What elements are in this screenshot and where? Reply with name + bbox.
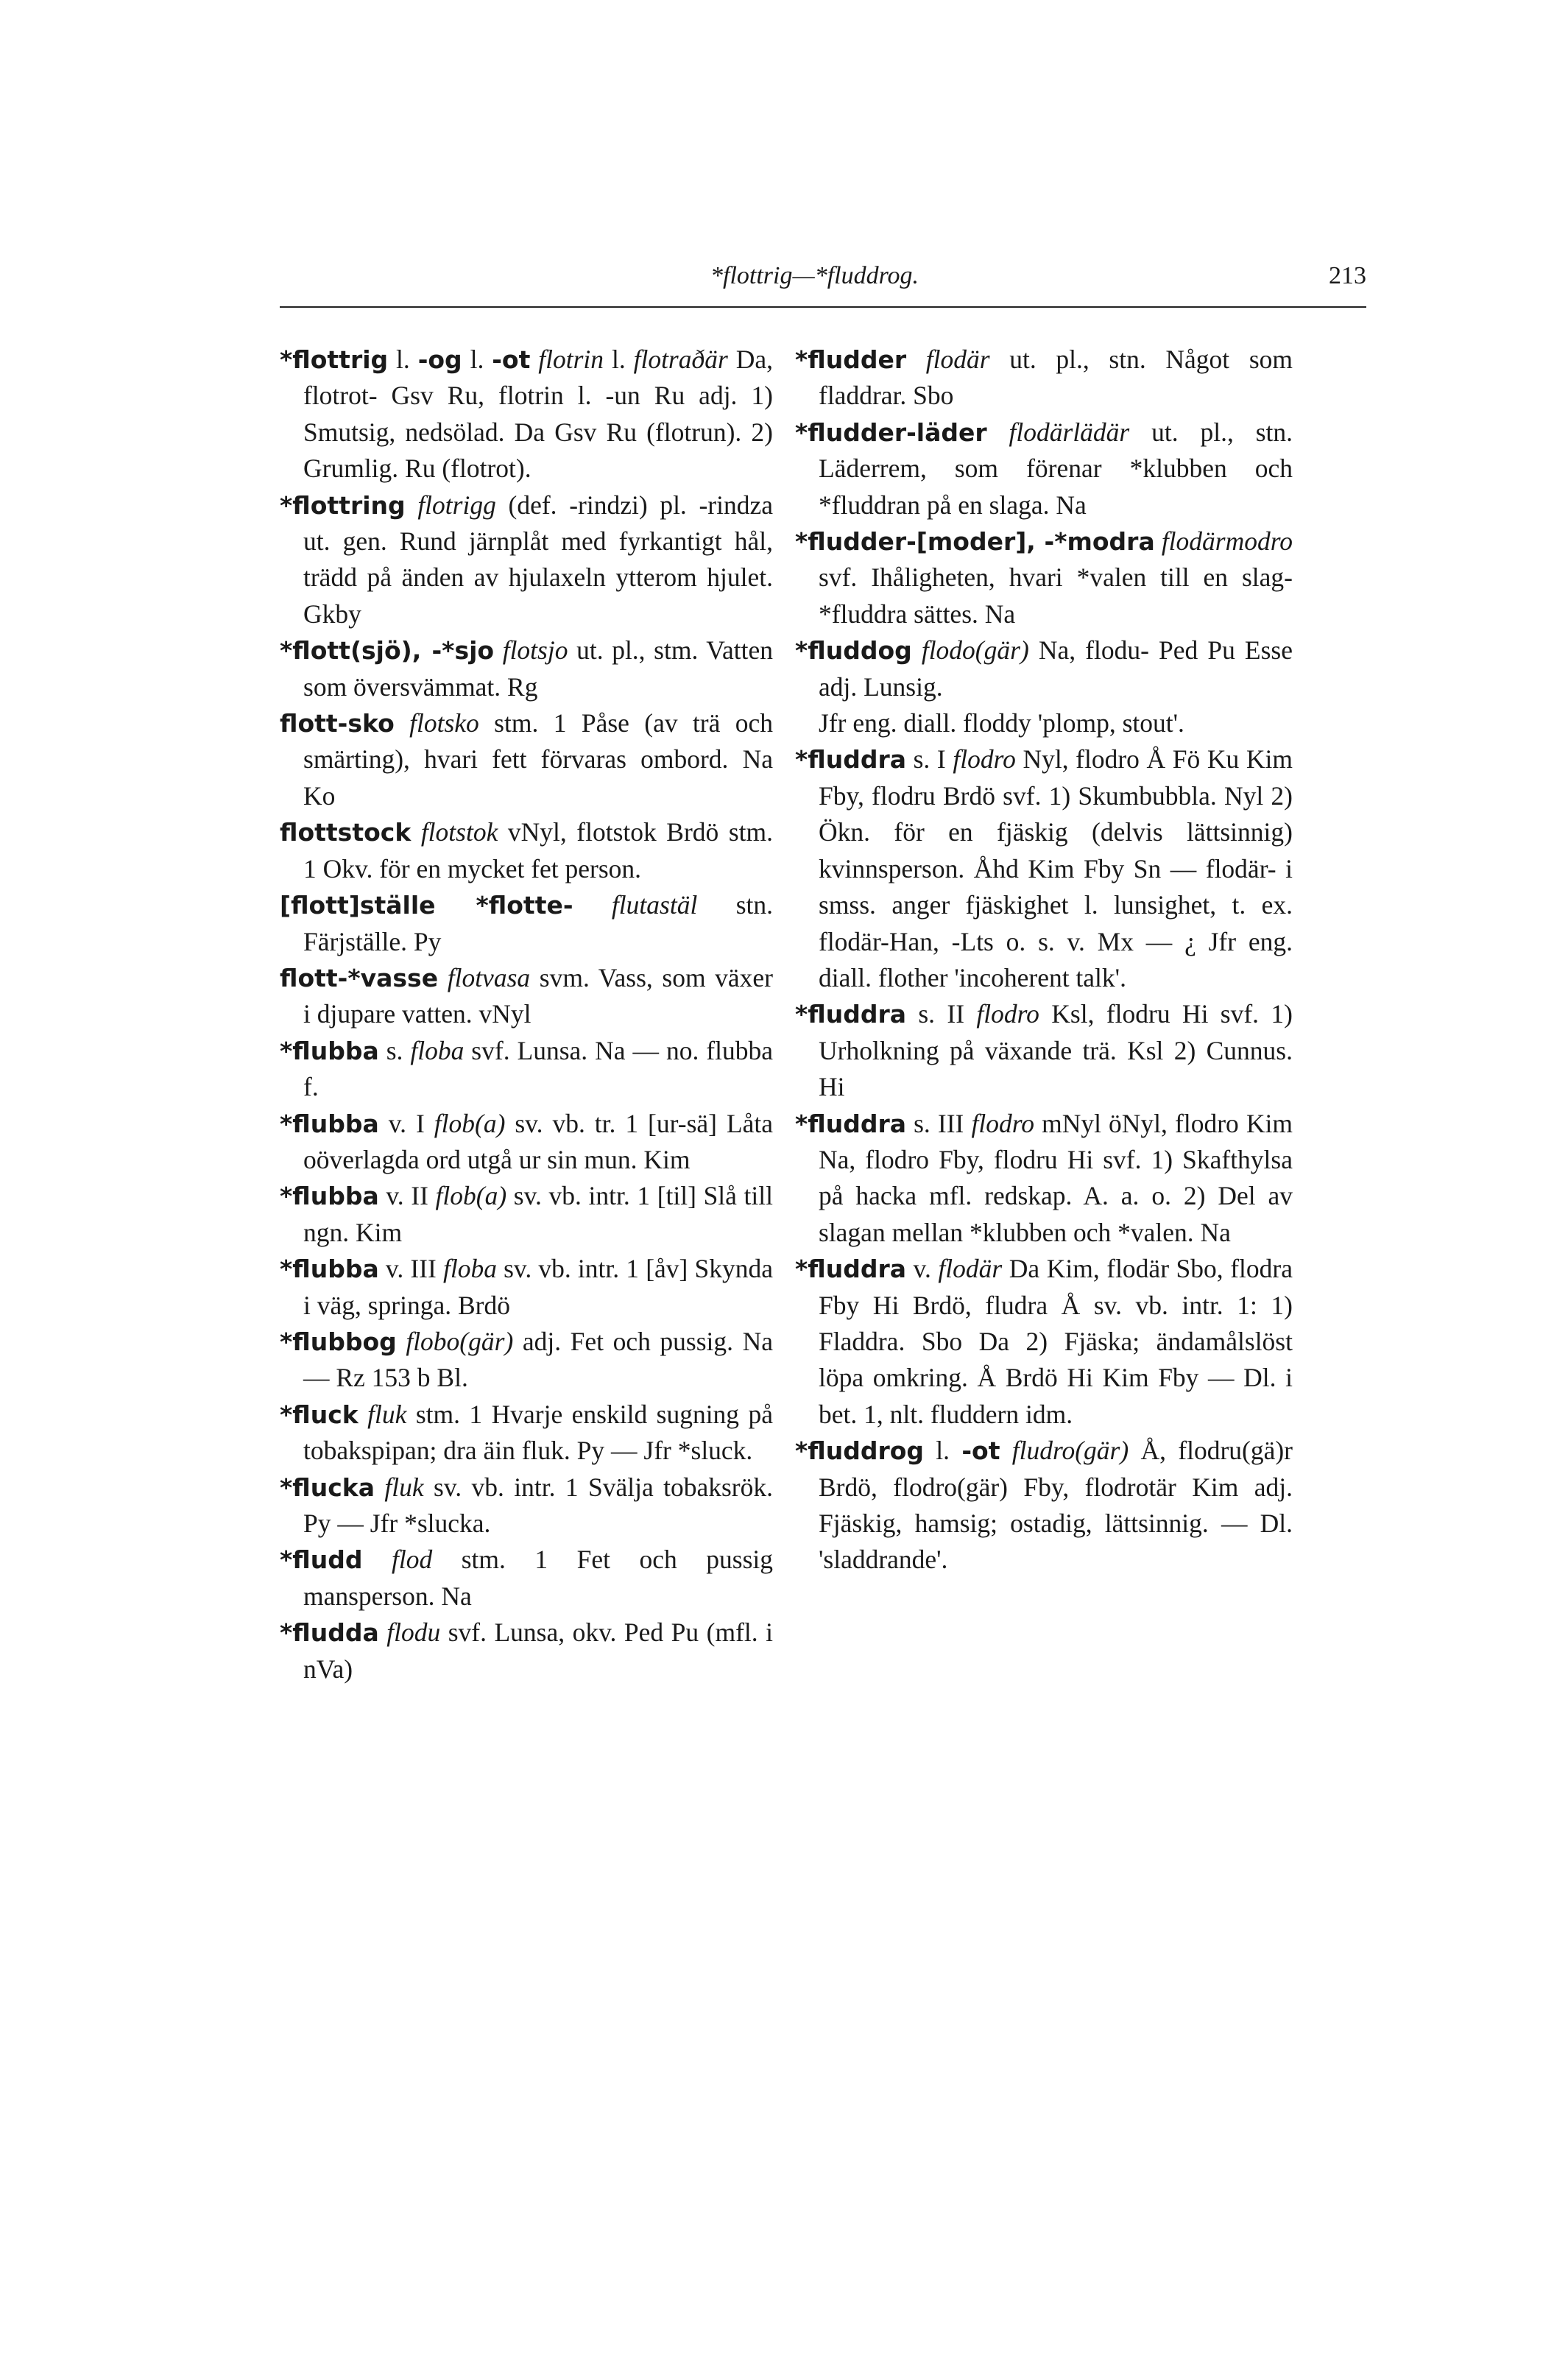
dictionary-entry	[280, 1106, 773, 1179]
entry-dialect-form: fludro(gär)	[1011, 1436, 1129, 1466]
entry-text	[379, 1618, 387, 1647]
dictionary-entry	[280, 1542, 773, 1615]
entry-dialect-form: fluk	[384, 1472, 424, 1502]
dictionary-entry	[795, 414, 1293, 523]
entry-dialect-form: flotrin	[538, 345, 604, 374]
entry-dialect-form: floba	[410, 1035, 465, 1065]
entry-text: sv. vb. intr. 1 Svälja tobaksrök. Py — Jfr *slucka.	[303, 1472, 774, 1538]
entry-text: l.	[924, 1436, 962, 1466]
entry-dialect-form: floba	[442, 1254, 497, 1284]
dictionary-entry	[795, 1106, 1293, 1252]
entry-text: sv. vb. tr. 1 [ur-sä] Låta oöverlagda ord utgå ur sin mun. Kim	[303, 1108, 773, 1174]
entry-text: stm. 1 Hvarje enskild sugning på tobakspipan; dra äin fluk. Py — Jfr *sluck.	[303, 1399, 773, 1466]
entry-headword: *fludda	[280, 1618, 379, 1648]
entry-text: v.	[906, 1254, 939, 1284]
dictionary-entry	[280, 1615, 773, 1687]
entry-headword: -ot	[492, 345, 531, 374]
entry-headword: *flubba	[280, 1182, 379, 1211]
entry-text	[530, 345, 538, 374]
entry-text: (def. -rindzi) pl. -rindza ut. gen. Rund järnplåt med fyrkantigt hål, trädd på änden av hjulaxeln ytterom hjulet. Gkby	[303, 490, 773, 629]
page-header	[280, 262, 1366, 308]
etymology-note	[795, 705, 1293, 741]
entry-text: ut. pl., stn. Läderrem, som förenar *klubben och *fluddran på en slaga. Na	[819, 417, 1293, 520]
entry-dialect-form: flodärlädär	[1009, 417, 1130, 447]
entry-headword: -og	[417, 345, 462, 374]
dictionary-entry	[795, 741, 1293, 996]
entry-text: v. III	[378, 1254, 443, 1284]
entry-text: svf. Ihåligheten, hvari *valen till en slag-*fluddra sättes. Na	[819, 562, 1293, 629]
entry-text: Ksl, flodru Hi svf. 1) Urholkning på växande trä. Ksl 2) Cunnus. Hi	[819, 999, 1293, 1102]
entry-dialect-form: flob(a)	[434, 1108, 506, 1138]
entry-headword: *flottring	[280, 490, 406, 520]
entry-headword: *flubba	[280, 1255, 379, 1284]
entry-dialect-form: flod	[391, 1545, 433, 1575]
entry-headword: *flottrig	[280, 345, 389, 374]
dictionary-entry	[280, 705, 773, 814]
dictionary-entry	[280, 1470, 773, 1542]
dictionary-entry	[795, 1251, 1293, 1433]
dictionary-entry	[795, 523, 1293, 632]
entry-dialect-form: flotvasa	[447, 962, 531, 992]
entry-text	[1000, 1436, 1011, 1465]
entry-headword: *fluddrog	[795, 1436, 925, 1466]
dictionary-entry	[795, 996, 1293, 1105]
entry-text: l.	[388, 345, 418, 374]
entry-headword: *flubbog	[280, 1327, 397, 1356]
entry-text: s. II	[906, 999, 977, 1029]
entry-text	[906, 345, 926, 374]
entry-headword: *fluddog	[795, 636, 912, 666]
entry-headword: *fludd	[280, 1545, 363, 1575]
entry-text: Na, flodu- Ped Pu Esse adj. Lunsig.	[819, 635, 1293, 702]
entry-text: s. III	[906, 1108, 972, 1138]
entry-dialect-form: flodu	[386, 1618, 441, 1648]
entry-headword: *flott(sjö), -*sjo	[280, 636, 495, 666]
entry-text	[438, 963, 448, 992]
entry-headword: *flubba	[280, 1109, 379, 1138]
entry-text: ut. pl., stn. Något som fladdrar. Sbo	[819, 345, 1293, 411]
entry-text	[395, 708, 409, 738]
entry-text	[359, 1400, 367, 1429]
entry-headword: *fluddra	[795, 1109, 906, 1138]
entry-text: vNyl, flotstok Brdö stm. 1 Okv. för en mycket fet person.	[303, 817, 773, 883]
entry-headword: *fluddra	[795, 1255, 906, 1284]
entry-text	[1155, 526, 1162, 556]
entry-dialect-form: flotsko	[409, 708, 479, 738]
entry-text: stm. 1 Påse (av trä och smärting), hvari fett förvaras ombord. Na Ko	[303, 708, 774, 811]
entry-text: mNyl öNyl, flodro Kim Na, flodro Fby, flodru Hi svf. 1) Skafthylsa på hacka mfl. redskap. A. a. o. 2) Del av slagan mellan *klubben och *valen. Na	[819, 1108, 1293, 1247]
entry-text	[406, 490, 418, 520]
dictionary-entry	[280, 887, 773, 960]
dictionary-entry	[280, 1397, 773, 1470]
entry-headword: flott-sko	[280, 709, 395, 738]
entry-dialect-form: flodro	[976, 999, 1039, 1029]
entry-text	[987, 417, 1009, 447]
entry-headword: *fluck	[280, 1400, 359, 1429]
entry-text: s.	[378, 1035, 411, 1065]
right-column	[795, 342, 1293, 1578]
note-text: Jfr eng. diall. floddy 'plomp, stout'.	[819, 708, 1184, 738]
entry-dialect-form: flodro	[953, 744, 1016, 775]
entry-dialect-form: flodärmodro	[1161, 526, 1293, 557]
dictionary-entry	[280, 1324, 773, 1397]
page-number: 213	[1329, 262, 1366, 289]
left-column	[280, 342, 773, 1687]
entry-text: svm. Vass, som växer i djupare vatten. vNyl	[303, 962, 774, 1029]
entry-headword: *fludder	[795, 345, 907, 374]
entry-dialect-form: flotrigg	[417, 490, 496, 520]
dictionary-entry	[795, 1433, 1293, 1578]
entry-dialect-form: flob(a)	[435, 1181, 507, 1211]
dictionary-entry	[280, 1033, 773, 1106]
entry-text: Da Kim, flodär Sbo, flodra Fby Hi Brdö, fludra Å sv. vb. intr. 1: 1) Fladdra. Sbo Da 2) Fjäska; ändamålslöst löpa omkring. Å Brdö Hi Kim Fby — Dl. i bet. 1, nlt. fluddern idm.	[819, 1254, 1293, 1429]
entry-dialect-form: flutastäl	[611, 890, 698, 920]
running-title: *flottrig—*fluddrog.	[710, 262, 919, 289]
entry-headword: *fluddra	[795, 1000, 906, 1029]
entry-headword: *fludder-[moder], -*modra	[795, 527, 1155, 557]
entry-text: svf. Lunsa. Na — no. flubba f.	[303, 1035, 773, 1102]
entry-text: sv. vb. intr. 1 [til] Slå till ngn. Kim	[303, 1181, 773, 1247]
entry-text: sv. vb. intr. 1 [åv] Skynda i väg, springa. Brdö	[303, 1254, 773, 1320]
dictionary-entry	[280, 1178, 773, 1251]
dictionary-entry	[795, 342, 1293, 414]
entry-text	[411, 817, 421, 847]
dictionary-entry	[280, 1251, 773, 1324]
entry-text: stn. Färjställe. Py	[303, 890, 773, 956]
entry-headword: -ot	[961, 1436, 1000, 1466]
entry-headword: flottstock	[280, 818, 412, 847]
entry-text: l.	[604, 345, 634, 374]
entry-headword: *flucka	[280, 1472, 375, 1502]
entry-dialect-form: fluk	[367, 1399, 407, 1429]
entry-dialect-form: flodär	[925, 345, 990, 374]
entry-text: ut. pl., stm. Vatten som översvämmat. Rg	[303, 635, 773, 702]
entry-dialect-form: flotstok	[420, 817, 498, 847]
dictionary-entry	[795, 632, 1293, 705]
entry-text	[362, 1545, 392, 1574]
entry-text	[494, 635, 503, 665]
entry-text	[912, 635, 922, 665]
entry-text: s. I	[906, 744, 953, 775]
entry-text: l.	[462, 345, 492, 374]
entry-headword: *fludder-läder	[795, 417, 987, 447]
entry-text	[573, 890, 612, 920]
dictionary-entry	[280, 342, 773, 487]
entry-headword: flott-*vasse	[280, 963, 439, 992]
entry-headword: *flubba	[280, 1036, 379, 1065]
entry-text: adj. Fet och pussig. Na — Rz 153 b Bl.	[303, 1326, 773, 1393]
entry-headword: [flott]ställe *flotte-	[280, 891, 573, 920]
entry-dialect-form: flotsjo	[502, 635, 568, 666]
entry-headword: *fluddra	[795, 745, 906, 775]
entry-dialect-form: flodro	[971, 1108, 1034, 1138]
dictionary-entry	[280, 960, 773, 1033]
entry-text	[375, 1472, 384, 1502]
entry-text: stm. 1 Fet och pussig mansperson. Na	[303, 1545, 774, 1611]
dictionary-entry	[280, 814, 773, 887]
entry-text: svf. Lunsa, okv. Ped Pu (mfl. i nVa)	[303, 1618, 773, 1684]
entry-dialect-form: flobo(gär)	[406, 1326, 514, 1356]
entry-text: Da, flotrot- Gsv Ru, flotrin l. -un Ru adj. 1) Smutsig, nedsölad. Da Gsv Ru (flotrun). 2) Grumlig. Ru (flotrot).	[303, 345, 773, 484]
entry-text	[397, 1327, 406, 1356]
entry-dialect-form: flotraðär	[633, 345, 728, 374]
entry-text: Å, flodru(gä)r Brdö, flodro(gär) Fby, flodrotär Kim adj. Fjäskig, hamsig; ostadig, lättsinnig. — Dl. 'sladdrande'.	[819, 1436, 1293, 1575]
dictionary-entry	[280, 487, 773, 633]
entry-dialect-form: flodär	[938, 1254, 1003, 1284]
entry-text: Nyl, flodro Å Fö Ku Kim Fby, flodru Brdö svf. 1) Skumbubbla. Nyl 2) Ökn. för en fjäskig (delvis lättsinnig) kvinnsperson. Åhd Kim Fby Sn — flodär- i smss. anger fjäskighet l. lunsighet, t. ex. flodär-Han, -Lts o. s. v. Mx — ¿ Jfr eng. diall. flother 'incoherent talk'.	[819, 744, 1293, 992]
dictionary-entry	[280, 632, 773, 705]
entry-text: v. II	[378, 1181, 436, 1211]
entry-text: v. I	[378, 1108, 434, 1138]
entry-dialect-form: flodo(gär)	[921, 635, 1029, 666]
